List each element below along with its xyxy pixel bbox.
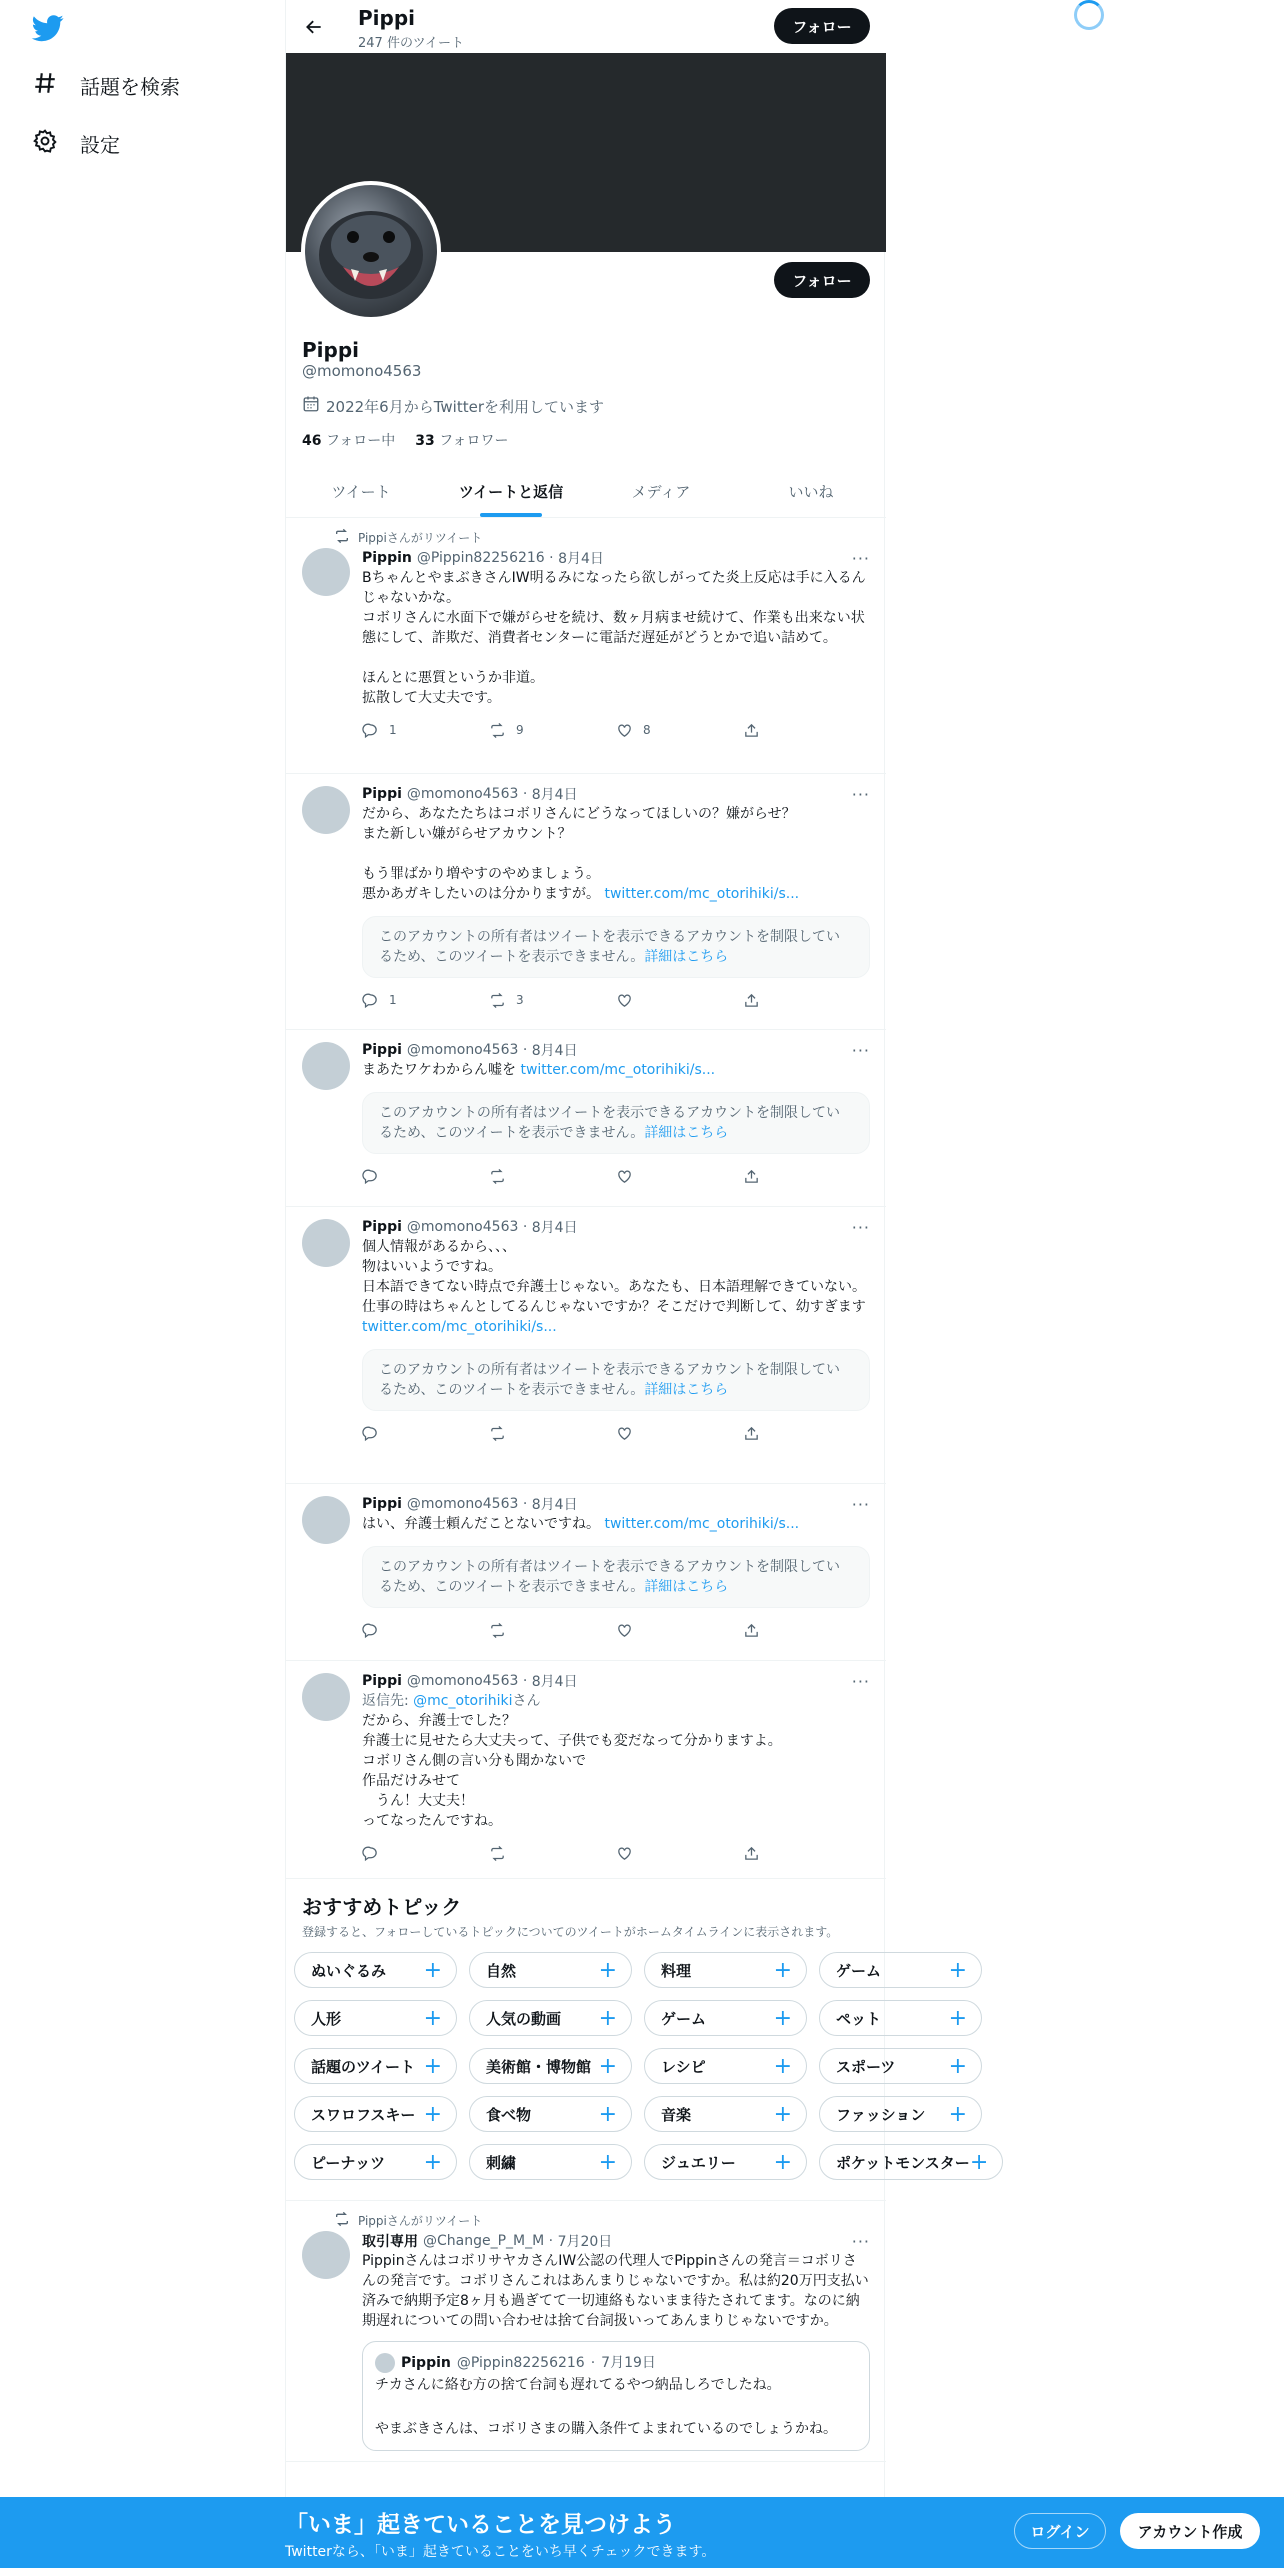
plus-icon[interactable]: + <box>423 2053 442 2079</box>
tweet-date[interactable]: 8月4日 <box>531 1043 578 1059</box>
reply-button[interactable] <box>362 1168 489 1185</box>
tweet[interactable] <box>286 1661 886 1879</box>
profile-joined-text: 2022年6月からTwitterを利用しています <box>326 397 604 416</box>
gear-icon <box>32 128 58 159</box>
back-arrow-icon[interactable] <box>300 13 328 41</box>
tweet-text: だから、弁護士でした？ 弁護士に見せたら大丈夫って、子供でも変だなって分かりますよ。 コボリさん側の言い分も聞かないで 作品だけみせて うん！大丈夫！ ってなったんですね。 <box>362 1713 782 1829</box>
plus-icon[interactable]: + <box>598 1957 617 1983</box>
topic-label: 美術館・博物館 <box>486 2057 592 2076</box>
withheld-text: このアカウントの所有者はツイートを表示できるアカウントを制限しているため、このツイートを表示できません。 <box>379 1362 841 1398</box>
heart-icon <box>616 1845 633 1862</box>
plus-icon[interactable]: + <box>948 2005 967 2031</box>
topic-row <box>294 2048 967 2084</box>
reply-button[interactable] <box>362 722 489 739</box>
topics-subtitle: 登録すると、フォローしているトピックについてのツイートがホームタイムラインに表示されます。 <box>302 1925 839 1939</box>
tweet-dot: · <box>518 1673 532 1689</box>
tweet-author-handle[interactable]: @Pippin82256216 <box>416 550 545 566</box>
heart-icon <box>616 992 633 1009</box>
share-icon <box>743 1425 760 1442</box>
share-icon <box>743 1622 760 1639</box>
tweet-author-handle[interactable]: @momono4563 <box>406 1496 519 1512</box>
profile-joined <box>302 395 604 417</box>
tab-tweets-and-replies-label: ツイートと返信 <box>458 482 564 501</box>
signup-button[interactable]: アカウント作成 <box>1120 2513 1260 2549</box>
retweet-icon <box>489 1845 506 1862</box>
tweet-header <box>362 2231 870 2251</box>
heart-icon <box>616 1425 633 1442</box>
nav-explore[interactable] <box>32 70 180 101</box>
tab-likes[interactable] <box>736 465 886 517</box>
topic-chip[interactable] <box>469 2048 632 2084</box>
topic-chip[interactable] <box>294 1952 457 1988</box>
tweet-header <box>362 1671 870 1691</box>
retweet-count: 9 <box>516 723 524 737</box>
reply-button[interactable] <box>362 1425 489 1442</box>
topic-chip[interactable] <box>294 2048 457 2084</box>
more-options-icon[interactable]: ··· <box>851 1040 870 1060</box>
reply-count: 1 <box>389 723 397 737</box>
topic-chip[interactable] <box>819 2096 982 2132</box>
tweet-feed <box>286 518 989 2462</box>
tweet-date[interactable]: 8月4日 <box>531 1674 578 1690</box>
tweet-author-name[interactable]: Pippi <box>362 1219 402 1235</box>
topic-chip[interactable] <box>644 2096 807 2132</box>
share-icon <box>743 1168 760 1185</box>
topic-label: 人形 <box>311 2009 342 2028</box>
tweet-header <box>362 1040 870 1060</box>
like-count: 8 <box>643 723 651 737</box>
reply-to-suffix: さん <box>512 1693 541 1709</box>
header-tweet-count: 247 件のツイート <box>358 36 465 51</box>
like-button[interactable] <box>616 1845 743 1862</box>
plus-icon[interactable]: + <box>948 2053 967 2079</box>
tweet-author-handle[interactable]: @momono4563 <box>406 1219 519 1235</box>
tweet-date[interactable]: 8月4日 <box>558 551 604 567</box>
tweet-actions <box>362 990 870 1010</box>
tweet-text: BちゃんとやまぶきさんIW明るみになったら欲しがってた炎上反応は手に入るんじゃないかな。 コボリさんに水面下で嫌がらせを続け、数ヶ月病ませ続けて、作業も出来ない状態にして、詐欺だ、消費者センターに電話だ遅延がどうとかで追い詰めて。 ほんとに悪質というか非道。 拡散して大丈夫です。 <box>362 570 866 706</box>
retweet-context <box>334 2211 870 2229</box>
share-button[interactable] <box>743 1168 870 1185</box>
retweet-icon <box>489 1425 506 1442</box>
nav-settings-label: 設定 <box>80 133 120 157</box>
tweet-link[interactable]: twitter.com/mc_otorihiki/s... <box>604 1516 800 1532</box>
topic-label: ゲーム <box>661 2009 707 2028</box>
tweet-author-handle[interactable]: @momono4563 <box>406 786 519 802</box>
reply-to-handle[interactable]: @mc_otorihiki <box>413 1693 513 1709</box>
topic-label: 音楽 <box>661 2105 692 2124</box>
tweet[interactable] <box>286 518 886 774</box>
more-options-icon[interactable]: ··· <box>851 784 870 804</box>
tweet-actions <box>362 1166 870 1186</box>
plus-icon[interactable]: + <box>598 2053 617 2079</box>
profile-stats <box>302 430 509 450</box>
withheld-tweet-notice <box>362 1546 870 1608</box>
following-stat[interactable] <box>302 430 395 450</box>
topic-chip[interactable] <box>644 2000 807 2036</box>
plus-icon[interactable]: + <box>598 2005 617 2031</box>
tweet-actions <box>362 1423 870 1443</box>
tweet-header <box>362 784 870 804</box>
tweet-author-name[interactable]: Pippi <box>362 1673 402 1689</box>
share-icon <box>743 1845 760 1862</box>
share-button[interactable] <box>743 722 870 739</box>
topic-label: ぬいぐるみ <box>311 1961 387 1980</box>
tweet-text: まあたワケわからん嘘を <box>362 1062 516 1078</box>
tweet-header <box>362 1217 870 1237</box>
twitter-logo-icon[interactable] <box>32 12 64 44</box>
tweet-dot: · <box>518 1219 532 1235</box>
tweet-author-handle[interactable]: @momono4563 <box>406 1673 519 1689</box>
topic-chip[interactable] <box>819 2000 982 2036</box>
plus-icon[interactable]: + <box>773 1957 792 1983</box>
plus-icon[interactable]: + <box>423 1957 442 1983</box>
topic-chip[interactable] <box>469 1952 632 1988</box>
tweet-author-name[interactable]: 取引専用 <box>362 2234 418 2250</box>
profile-tabs <box>286 465 886 518</box>
quoted-author-handle: @Pippin82256216 <box>456 2355 585 2371</box>
reply-button[interactable] <box>362 1845 489 1862</box>
profile-avatar[interactable] <box>301 181 441 321</box>
profile-column <box>285 0 989 2568</box>
tweet-text: だから、あなたたちはコボリさんにどうなってほしいの？嫌がらせ？ また新しい嫌がらせアカウント？ もう罪ばかり増やすのやめましょう。 悪かあガキしたいのは分かりますが。 <box>362 806 796 902</box>
tweet-date[interactable]: 8月4日 <box>531 787 578 803</box>
tweet-author-name[interactable]: Pippi <box>362 786 402 802</box>
tweet-text-block <box>362 1514 870 1534</box>
retweet-context <box>334 528 870 546</box>
topic-label: ピーナッツ <box>311 2153 386 2172</box>
tweet-actions <box>362 1620 870 1640</box>
like-button[interactable] <box>616 1622 743 1639</box>
quoted-tweet-header <box>375 2352 857 2374</box>
topic-chip[interactable] <box>819 1952 982 1988</box>
plus-icon[interactable]: + <box>948 1957 967 1983</box>
tweet-link[interactable]: twitter.com/mc_otorihiki/s... <box>604 886 800 902</box>
topic-chip[interactable] <box>819 2144 1003 2180</box>
more-options-icon[interactable]: ··· <box>851 1217 870 1237</box>
quoted-dot: · <box>590 2355 596 2371</box>
tweet-avatar[interactable] <box>302 2231 350 2279</box>
tab-tweets-and-replies[interactable] <box>436 465 586 517</box>
topic-label: レシピ <box>661 2057 706 2076</box>
retweet-button[interactable] <box>489 1425 616 1442</box>
tweet-avatar[interactable] <box>302 1496 350 1544</box>
tweet-text: はい、弁護士頼んだことないですね。 <box>362 1516 600 1532</box>
learn-more-link[interactable]: 詳細はこちら <box>644 1125 729 1141</box>
plus-icon[interactable]: + <box>423 2101 442 2127</box>
tweet-author-handle[interactable]: @Change_P_M_M <box>423 2233 545 2249</box>
following-count: 46 <box>302 433 322 449</box>
withheld-text: このアカウントの所有者はツイートを表示できるアカウントを制限しているため、このツイートを表示できません。 <box>379 929 841 965</box>
tweet[interactable] <box>286 1484 886 1661</box>
plus-icon[interactable]: + <box>423 2005 442 2031</box>
tweet[interactable] <box>286 774 886 1030</box>
plus-icon[interactable]: + <box>598 2149 617 2175</box>
plus-icon[interactable]: + <box>773 2101 792 2127</box>
tab-media-label: メディア <box>631 482 691 501</box>
calendar-icon <box>302 395 320 417</box>
tweet[interactable] <box>286 1207 886 1484</box>
topic-label: 刺繍 <box>486 2153 517 2172</box>
tweet-date[interactable]: 8月4日 <box>531 1220 578 1236</box>
plus-icon[interactable]: + <box>969 2149 989 2175</box>
retweet-context-label: Pippiさんがリツイート <box>358 530 483 545</box>
signup-banner-subtitle: Twitterなら、「いま」起きていることをいち早くチェックできます。 <box>285 2544 716 2560</box>
topic-chip[interactable] <box>294 2000 457 2036</box>
heart-icon <box>616 1168 633 1185</box>
withheld-text: このアカウントの所有者はツイートを表示できるアカウントを制限しているため、このツイートを表示できません。 <box>379 1105 841 1141</box>
retweet-button[interactable] <box>489 1168 616 1185</box>
retweet-icon <box>334 528 350 547</box>
retweet-icon <box>489 722 506 739</box>
topic-chip[interactable] <box>469 2000 632 2036</box>
quoted-date: 7月19日 <box>601 2355 656 2371</box>
tweet-author-name[interactable]: Pippi <box>362 1042 402 1058</box>
topic-chip[interactable] <box>644 2048 807 2084</box>
reply-icon <box>362 1168 379 1185</box>
tweet-avatar[interactable] <box>302 1673 350 1721</box>
tweet-actions <box>362 720 870 740</box>
left-nav <box>0 0 285 2568</box>
reply-icon <box>362 722 379 739</box>
withheld-tweet-notice <box>362 916 870 978</box>
tweet[interactable] <box>286 1030 886 1207</box>
topic-chip[interactable] <box>469 2144 632 2180</box>
tweet-link[interactable]: twitter.com/mc_otorihiki/s... <box>362 1319 557 1335</box>
plus-icon[interactable]: + <box>773 2005 792 2031</box>
active-tab-indicator <box>480 513 542 517</box>
like-button[interactable] <box>616 992 743 1009</box>
tweet-text-block <box>362 1060 870 1080</box>
retweet-icon <box>489 1622 506 1639</box>
retweet-button[interactable] <box>489 992 616 1009</box>
topic-label: ゲーム <box>836 1961 882 1980</box>
signup-banner <box>0 2497 1284 2568</box>
topic-label: 食べ物 <box>486 2105 532 2124</box>
tweet-dot: · <box>518 1496 532 1512</box>
profile-name: Pippi <box>302 338 360 362</box>
nav-settings[interactable] <box>32 128 120 159</box>
quoted-author-name: Pippin <box>401 2355 451 2371</box>
tweet-header <box>362 548 870 568</box>
retweet-count: 3 <box>516 993 524 1007</box>
tweet-text: PippinさんはコボリサヤカさんIW公認の代理人でPippinさんの発言＝コボリさんの発言です。コボリさんこれはあんまりじゃないですか。私は約20万円支払い済みで納期予定8ヶ月も過ぎてて一切連絡もないまま待たされてます。なのに納期遅れについての問い合わせは捨て台詞扱いってあんまりじゃないですか。 <box>362 2253 869 2329</box>
topic-label: 人気の動画 <box>486 2009 562 2028</box>
profile-handle: @momono4563 <box>302 362 422 380</box>
tweet[interactable] <box>286 2201 886 2462</box>
tweet-text: 個人情報があるから、、、 物はいいようですね。 日本語できてない時点で弁護士じゃない。あなたも、日本語理解できていない。 仕事の時はちゃんとしてるんじゃないですか？そこだけで判断して、幼すぎます <box>362 1239 866 1315</box>
heart-icon <box>616 722 633 739</box>
reply-icon <box>362 1425 379 1442</box>
share-button[interactable] <box>743 992 870 1009</box>
reply-icon <box>362 1845 379 1862</box>
header-follow-button[interactable]: フォロー <box>774 8 870 44</box>
topic-chip[interactable] <box>469 2096 632 2132</box>
tweet-dot: · <box>518 786 532 802</box>
retweet-button[interactable] <box>489 1622 616 1639</box>
signup-banner-title: 「いま」起きていることを見つけよう <box>285 2512 676 2538</box>
quoted-tweet-text: チカさんに絡む方の捨て台詞も遅れてるやつ納品しろでしたね。 やまぶきさんは、コボリさまの購入条件てよまれているのでしょうかね。 <box>375 2377 837 2437</box>
share-icon <box>743 992 760 1009</box>
loading-spinner-icon <box>1074 0 1104 30</box>
tweet-avatar[interactable] <box>302 1219 350 1267</box>
topic-label: スワロフスキー <box>311 2105 416 2124</box>
hashtag-icon <box>32 70 58 101</box>
tweet-link[interactable]: twitter.com/mc_otorihiki/s... <box>520 1062 716 1078</box>
topic-label: 話題のツイート <box>311 2057 415 2076</box>
topic-chip[interactable] <box>644 2144 807 2180</box>
plus-icon[interactable]: + <box>773 2053 792 2079</box>
topic-label: 料理 <box>661 1961 692 1980</box>
tweet-dot: · <box>518 1042 532 1058</box>
learn-more-link[interactable]: 詳細はこちら <box>644 1382 729 1398</box>
more-options-icon[interactable]: ··· <box>851 1671 870 1691</box>
retweet-icon <box>489 992 506 1009</box>
header-profile-name: Pippi <box>358 6 416 30</box>
tweet-dot: · <box>544 2233 558 2249</box>
reply-icon <box>362 992 379 1009</box>
tweet-date[interactable]: 7月20日 <box>557 2234 613 2250</box>
withheld-text: このアカウントの所有者はツイートを表示できるアカウントを制限しているため、このツイートを表示できません。 <box>379 1559 841 1595</box>
topic-label: 自然 <box>486 1961 517 1980</box>
topic-row <box>294 2000 967 2036</box>
tweet-date[interactable]: 8月4日 <box>531 1497 578 1513</box>
reply-to-line <box>362 1691 870 1711</box>
topic-label: ジュエリー <box>661 2153 736 2172</box>
topic-chip[interactable] <box>644 1952 807 1988</box>
retweet-icon <box>489 1168 506 1185</box>
topic-row <box>294 2144 989 2180</box>
topic-label: ペット <box>836 2009 882 2028</box>
topic-chip[interactable] <box>294 2144 457 2180</box>
tab-likes-label: いいね <box>788 482 834 501</box>
retweet-button[interactable] <box>489 1845 616 1862</box>
tweet-text-block <box>362 804 870 904</box>
login-button[interactable]: ログイン <box>1014 2513 1106 2549</box>
followers-count: 33 <box>415 433 435 449</box>
recommended-topics <box>286 1879 989 2201</box>
topic-chip[interactable] <box>819 2048 982 2084</box>
tweet-author-name[interactable]: Pippin <box>362 550 412 566</box>
topic-row <box>294 2096 967 2132</box>
more-options-icon[interactable]: ··· <box>851 1494 870 1514</box>
like-button[interactable] <box>616 1425 743 1442</box>
tab-media[interactable] <box>586 465 736 517</box>
reply-button[interactable] <box>362 992 489 1009</box>
withheld-tweet-notice <box>362 1092 870 1154</box>
retweet-context-label: Pippiさんがリツイート <box>358 2213 483 2228</box>
more-options-icon[interactable]: ··· <box>851 548 870 568</box>
profile-header-bar <box>286 0 886 53</box>
tweet-text-block <box>362 1237 870 1337</box>
withheld-tweet-notice <box>362 1349 870 1411</box>
tweet-avatar[interactable] <box>302 548 350 596</box>
tweet-actions <box>362 1843 870 1863</box>
reply-to-label: 返信先: <box>362 1693 414 1709</box>
followers-label: フォロワー <box>439 433 509 449</box>
reply-button[interactable] <box>362 1622 489 1639</box>
like-button[interactable] <box>616 722 743 739</box>
share-button[interactable] <box>743 1622 870 1639</box>
quoted-tweet[interactable] <box>362 2341 870 2451</box>
quoted-tweet-avatar <box>375 2353 395 2373</box>
topics-title: おすすめトピック <box>302 1895 462 1919</box>
tweet-dot: · <box>544 550 559 566</box>
like-button[interactable] <box>616 1168 743 1185</box>
topic-row <box>294 1952 967 1988</box>
more-options-icon[interactable]: ··· <box>851 2231 870 2251</box>
nav-explore-label: 話題を検索 <box>80 75 180 99</box>
share-button[interactable] <box>743 1845 870 1862</box>
reply-count: 1 <box>389 993 397 1007</box>
following-label: フォロー中 <box>325 433 396 449</box>
reply-icon <box>362 1622 379 1639</box>
share-icon <box>743 722 760 739</box>
plus-icon[interactable]: + <box>598 2101 617 2127</box>
profile-follow-button[interactable]: フォロー <box>774 262 870 298</box>
tweet-author-handle[interactable]: @momono4563 <box>406 1042 519 1058</box>
learn-more-link[interactable]: 詳細はこちら <box>644 1579 729 1595</box>
topic-chip[interactable] <box>294 2096 457 2132</box>
plus-icon[interactable]: + <box>773 2149 792 2175</box>
learn-more-link[interactable]: 詳細はこちら <box>644 949 729 965</box>
plus-icon[interactable]: + <box>948 2101 967 2127</box>
followers-stat[interactable] <box>415 430 508 450</box>
tab-tweets-label: ツイート <box>331 482 391 501</box>
tweet-author-name[interactable]: Pippi <box>362 1496 402 1512</box>
tweet-header <box>362 1494 870 1514</box>
tab-tweets[interactable] <box>286 465 436 517</box>
retweet-button[interactable] <box>489 722 616 739</box>
tweet-avatar[interactable] <box>302 786 350 834</box>
tweet-avatar[interactable] <box>302 1042 350 1090</box>
topic-label: スポーツ <box>836 2057 896 2076</box>
topic-label: ポケットモンスター <box>836 2153 970 2172</box>
share-button[interactable] <box>743 1425 870 1442</box>
heart-icon <box>616 1622 633 1639</box>
plus-icon[interactable]: + <box>423 2149 442 2175</box>
topic-label: ファッション <box>836 2105 926 2124</box>
retweet-icon <box>334 2211 350 2230</box>
